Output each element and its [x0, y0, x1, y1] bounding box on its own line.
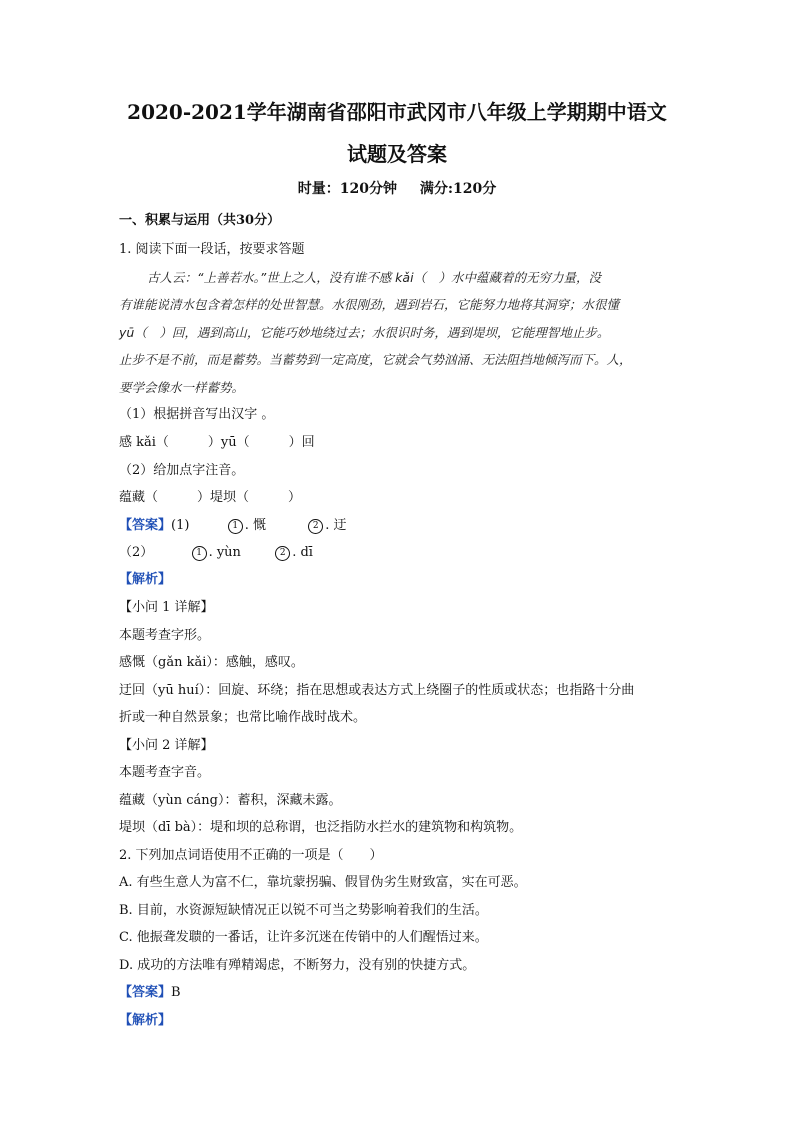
- circled-number-2: 2: [308, 519, 323, 534]
- q1-sub2: （2）给加点字注音。: [119, 463, 245, 478]
- circled-number-1: 1: [192, 546, 207, 561]
- section-heading: 一、积累与运用（共30分）: [119, 213, 281, 228]
- q1-sub1-blank: 感 kǎi（ ）yū（ ）回: [119, 435, 315, 450]
- q1-sub2-blank: 蕴藏（ ）堤坝（ ）: [119, 490, 302, 505]
- q1-sub1: （1）根据拼音写出汉字 。: [119, 407, 275, 422]
- q2-option-c: C. 他振聋发聩的一番话，让许多沉迷在传销中的人们醒悟过来。: [119, 930, 488, 945]
- analysis-tag: 【解析】: [119, 572, 172, 587]
- exam-time: 时量：120分钟: [297, 181, 397, 197]
- small-question-1-tag: 【小问 1 详解】: [119, 600, 214, 615]
- q1-answer-line-2: [119, 543, 313, 563]
- answer-prefix: （2）: [119, 545, 154, 560]
- small-question-2-tag: 【小问 2 详解】: [119, 738, 214, 753]
- analysis-text: 折或一种自然景象；也常比喻作战时战术。: [119, 710, 367, 725]
- analysis-tag: 【解析】: [119, 1013, 172, 1028]
- circled-number-1: 1: [228, 519, 243, 534]
- q1-answer-line-1: [119, 516, 347, 536]
- analysis-text: 迂回（yū huí）：回旋、环绕；指在思想或表达方式上绕圈子的性质或状态；也指路十分曲: [119, 683, 635, 698]
- passage-line: 要学会像水一样蓄势。: [119, 380, 245, 395]
- passage-line: 古人云：“上善若水。”世上之人，没有谁不感 kǎi（ ）水中蕴藏着的无穷力量，没: [147, 270, 602, 285]
- exam-score: 满分:120分: [419, 181, 497, 197]
- analysis-text: 本题考查字音。: [119, 765, 211, 780]
- passage-line: 止步不是不前，而是蓄势。当蓄势到一定高度，它就会气势汹涌、无法阻挡地倾泻而下。人，: [119, 352, 632, 367]
- passage-line: 有谁能说清水包含着怎样的处世智慧。水很刚劲，遇到岩石，它能努力地将其洞穿；水很懂: [119, 297, 620, 312]
- answer-value: . 慨: [244, 518, 266, 533]
- answer-value: . yùn: [208, 545, 241, 560]
- answer-value: B: [171, 985, 181, 1000]
- answer-tag: 【答案】: [119, 518, 172, 533]
- circled-number-2: 2: [275, 546, 290, 561]
- q2-answer: [119, 983, 181, 1003]
- q2-stem: 2. 下列加点词语使用不正确的一项是（ ）: [119, 848, 383, 863]
- answer-tag: 【答案】: [119, 985, 172, 1000]
- q2-option-b: B. 目前，水资源短缺情况正以锐不可当之势影响着我们的生活。: [119, 903, 488, 918]
- analysis-text: 堤坝（dī bà）：堤和坝的总称谓，也泛指防水拦水的建筑物和构筑物。: [119, 820, 523, 835]
- q1-stem: 1. 阅读下面一段话，按要求答题: [119, 242, 305, 257]
- analysis-text: 本题考查字形。: [119, 628, 211, 643]
- answer-value: . 迂: [325, 518, 347, 533]
- q2-option-a: A. 有些生意人为富不仁，靠坑蒙拐骗、假冒伪劣生财致富，实在可恶。: [119, 875, 527, 890]
- passage-line: yū（ ）回，遇到高山，它能巧妙地绕过去；水很识时务，遇到堤坝，它能理智地止步。: [119, 325, 610, 340]
- q2-option-d: D. 成功的方法唯有殚精竭虑，不断努力，没有别的快捷方式。: [119, 958, 476, 973]
- title-line-2: 试题及答案: [347, 142, 447, 166]
- analysis-text: 感慨（gǎn kǎi）：感触，感叹。: [119, 655, 304, 670]
- answer-prefix: (1): [171, 518, 190, 533]
- answer-value: . dī: [292, 545, 313, 560]
- title-line-1: 2020-2021学年湖南省邵阳市武冈市八年级上学期期中语文: [127, 100, 667, 124]
- analysis-text: 蕴藏（yùn cáng）：蓄积，深藏未露。: [119, 793, 342, 808]
- exam-meta: [90, 179, 704, 199]
